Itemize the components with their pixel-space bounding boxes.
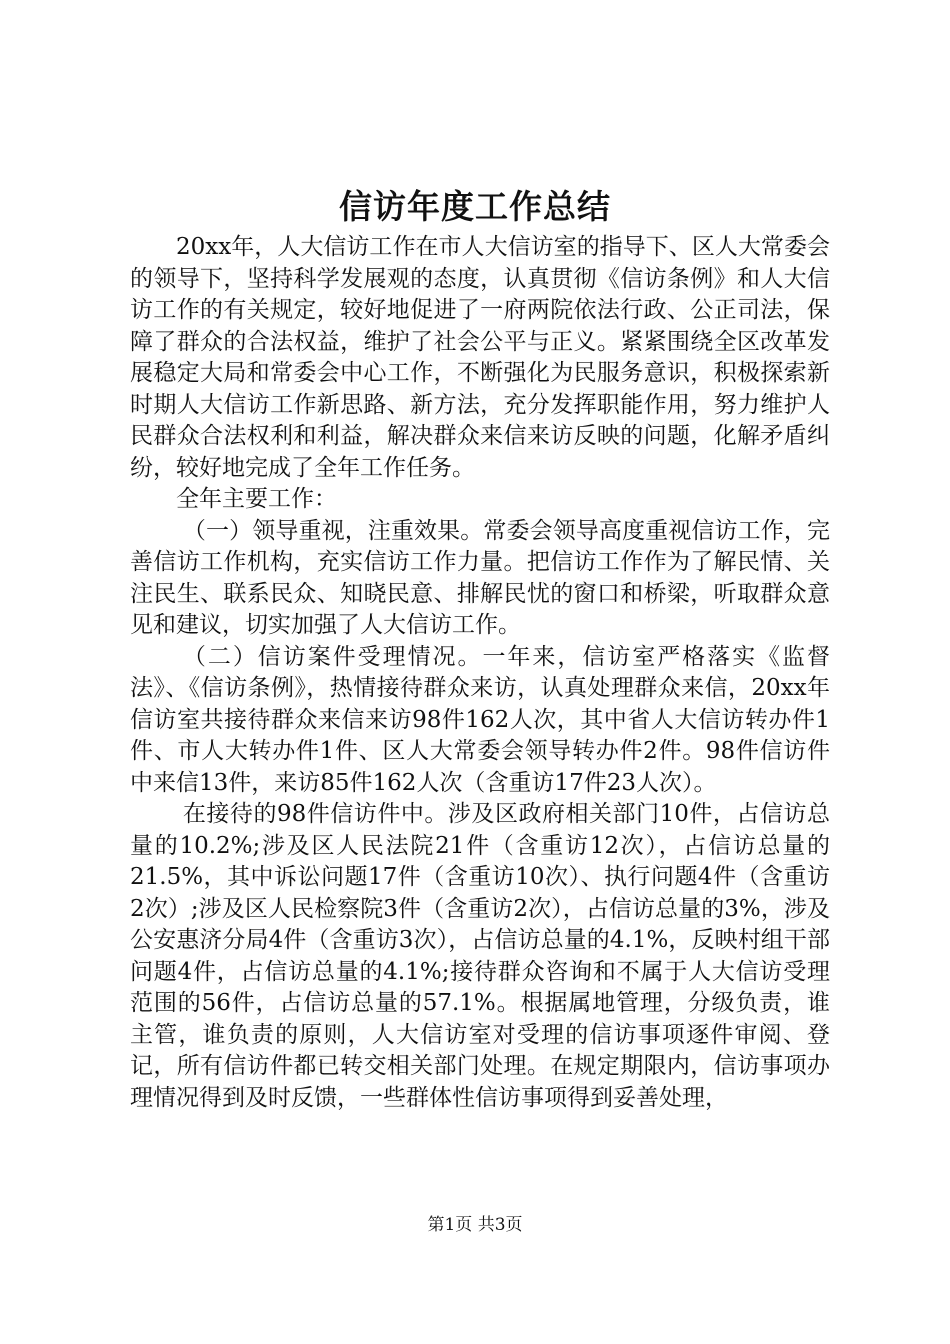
paragraph-section-2: （二）信访案件受理情况。一年来，信访室严格落实《监督法》、《信访条例》，热情接待群众来访，认真处理群众来信，20xx年信访室共接待群众来信来访98件162人次，其中省人大信访转办件1件、市人大转办件1件、区人大常委会领导转办件2件。98件信访件中来信13件，来访85件162人次（含重访17件23人次）。 <box>130 643 830 796</box>
paragraph-statistics: 在接待的98件信访件中。涉及区政府相关部门10件，占信访总量的10.2%;涉及区人民法院21件（含重访12次），占信访总量的21.5%，其中诉讼问题17件（含重访10次）、执行问题4件（含重访2次）;涉及区人民检察院3件（含重访2次），占信访总量的3%，涉及公安惠济分局4件（含重访3次），占信访总量的4.1%，反映村组干部问题4件，占信访总量的4.1%;接待群众咨询和不属于人大信访受理范围的56件，占信访总量的57.1%。根据属地管理，分级负责，谁主管，谁负责的原则，人大信访室对受理的信访事项逐件审阅、登记，所有信访件都已转交相关部门处理。在规定期限内，信访事项办理情况得到及时反馈，一些群体性信访事项得到妥善处理， <box>130 801 830 1111</box>
document-title: 信访年度工作总结 <box>339 187 611 226</box>
paragraph-section-1: （一）领导重视，注重效果。常委会领导高度重视信访工作，完善信访工作机构，充实信访工作力量。把信访工作作为了解民情、关注民生、联系民众、知晓民意、排解民忧的窗口和桥梁，听取群众意见和建议，切实加强了人大信访工作。 <box>130 517 830 638</box>
document-body <box>130 232 830 1114</box>
paragraph-main-work-heading: 全年主要工作： <box>176 486 337 512</box>
paragraph-intro: 20xx年，人大信访工作在市人大信访室的指导下、区人大常委会的领导下，坚持科学发展观的态度，认真贯彻《信访条例》和人大信访工作的有关规定，较好地促进了一府两院依法行政、公正司法，保障了群众的合法权益，维护了社会公平与正义。紧紧围绕全区改革发展稳定大局和常委会中心工作，不断强化为民服务意识，积极探索新时期人大信访工作新思路、新方法，充分发挥职能作用，努力维护人民群众合法权利和利益，解决群众来信来访反映的问题，化解矛盾纠纷，较好地完成了全年工作任务。 <box>130 234 830 481</box>
page-number-footer: 第1页 共3页 <box>427 1215 523 1235</box>
